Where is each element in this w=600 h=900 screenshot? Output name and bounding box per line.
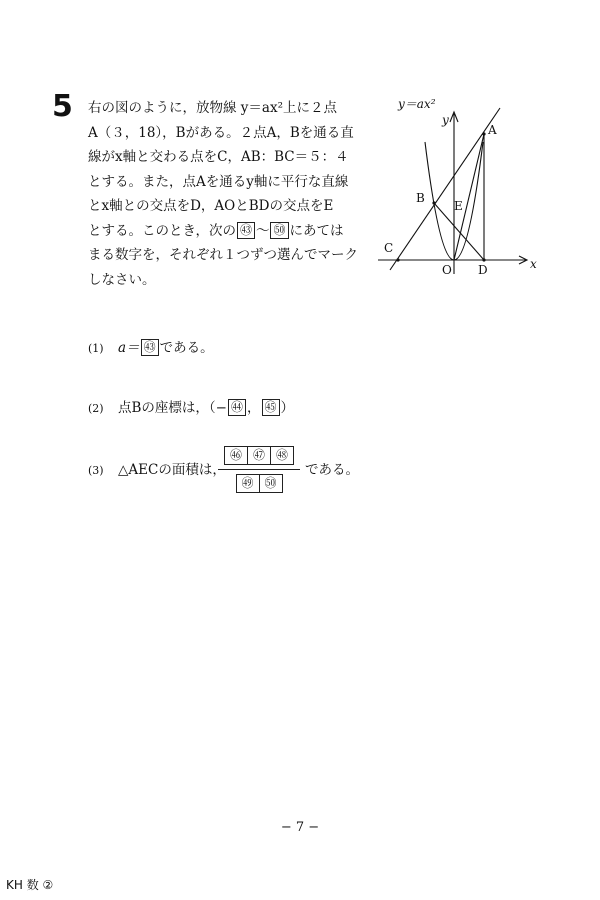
problem-statement — [88, 96, 360, 292]
answer-box-49: ㊾ — [236, 474, 260, 493]
question-2-tail: ） — [280, 400, 295, 416]
question-3 — [88, 458, 226, 478]
answer-box-45: ㊺ — [262, 399, 280, 416]
answer-box-47: ㊼ — [248, 446, 271, 465]
question-2-number: (2) — [88, 402, 104, 415]
point-b — [432, 201, 435, 204]
question-3-number: (3) — [88, 464, 104, 477]
page-footer: KH 数 ② — [6, 878, 54, 892]
statement-line-3: 線がx軸と交わる点をC，AB：BC＝５：４ — [88, 149, 349, 165]
label-o: O — [442, 263, 452, 277]
question-1 — [88, 336, 214, 356]
question-1-lead: a＝ — [118, 340, 140, 356]
fraction-numerator — [218, 446, 300, 465]
parabola-figure — [378, 92, 550, 282]
y-axis-label: y — [442, 113, 449, 127]
question-1-tail: である。 — [159, 340, 214, 356]
equation-label: y＝ax² — [398, 97, 436, 111]
fraction-denominator — [218, 474, 300, 493]
question-3-tail: である。 — [305, 462, 359, 478]
statement-line-5: とx軸との交点をD，AOとBDの交点をE — [88, 198, 334, 214]
point-a — [482, 132, 485, 135]
problem-number: 5 — [52, 89, 73, 124]
range-tilde: ～ — [255, 222, 270, 239]
point-d — [482, 258, 485, 261]
point-c — [396, 258, 399, 261]
answer-box-range-start: ㊸ — [237, 222, 255, 239]
statement-line-2: A（３，18），Bがある。２点A，Bを通る直 — [88, 124, 354, 141]
question-3-lead: △AECの面積は， — [118, 462, 226, 478]
statement-line-6-text: とする。このとき，次の — [88, 222, 236, 239]
fraction-bar — [218, 469, 300, 470]
label-d: D — [478, 263, 488, 277]
label-a: A — [488, 123, 497, 137]
answer-box-46: ㊻ — [224, 446, 248, 465]
statement-line-6-tail: にあては — [289, 222, 344, 239]
area-fraction — [218, 446, 300, 493]
question-2 — [88, 396, 294, 416]
label-e: E — [454, 199, 463, 213]
answer-box-range-end: ㊿ — [270, 222, 288, 239]
answer-box-48: ㊽ — [271, 446, 294, 465]
page-number: − 7 − — [280, 820, 320, 835]
answer-box-43: ㊸ — [141, 339, 159, 356]
statement-line-8: しなさい。 — [88, 271, 156, 288]
statement-line-4: とする。また，点Aを通るy軸に平行な直線 — [88, 173, 349, 190]
x-axis-label: x — [530, 257, 537, 271]
question-1-number: (1) — [88, 342, 104, 355]
question-2-lead: 点Bの座標は，（− — [118, 400, 227, 416]
statement-line-6 — [88, 219, 360, 244]
label-c: C — [384, 241, 394, 255]
statement-line-7: まる数字を，それぞれ１つずつ選んでマーク — [88, 247, 358, 263]
answer-box-44: ㊹ — [228, 399, 246, 416]
question-2-separator: ， — [247, 400, 261, 416]
label-b: B — [416, 191, 425, 205]
statement-line-1: 右の図のように，放物線 y＝ax²上に２点 — [88, 100, 337, 116]
answer-box-50: ㊿ — [260, 474, 283, 493]
